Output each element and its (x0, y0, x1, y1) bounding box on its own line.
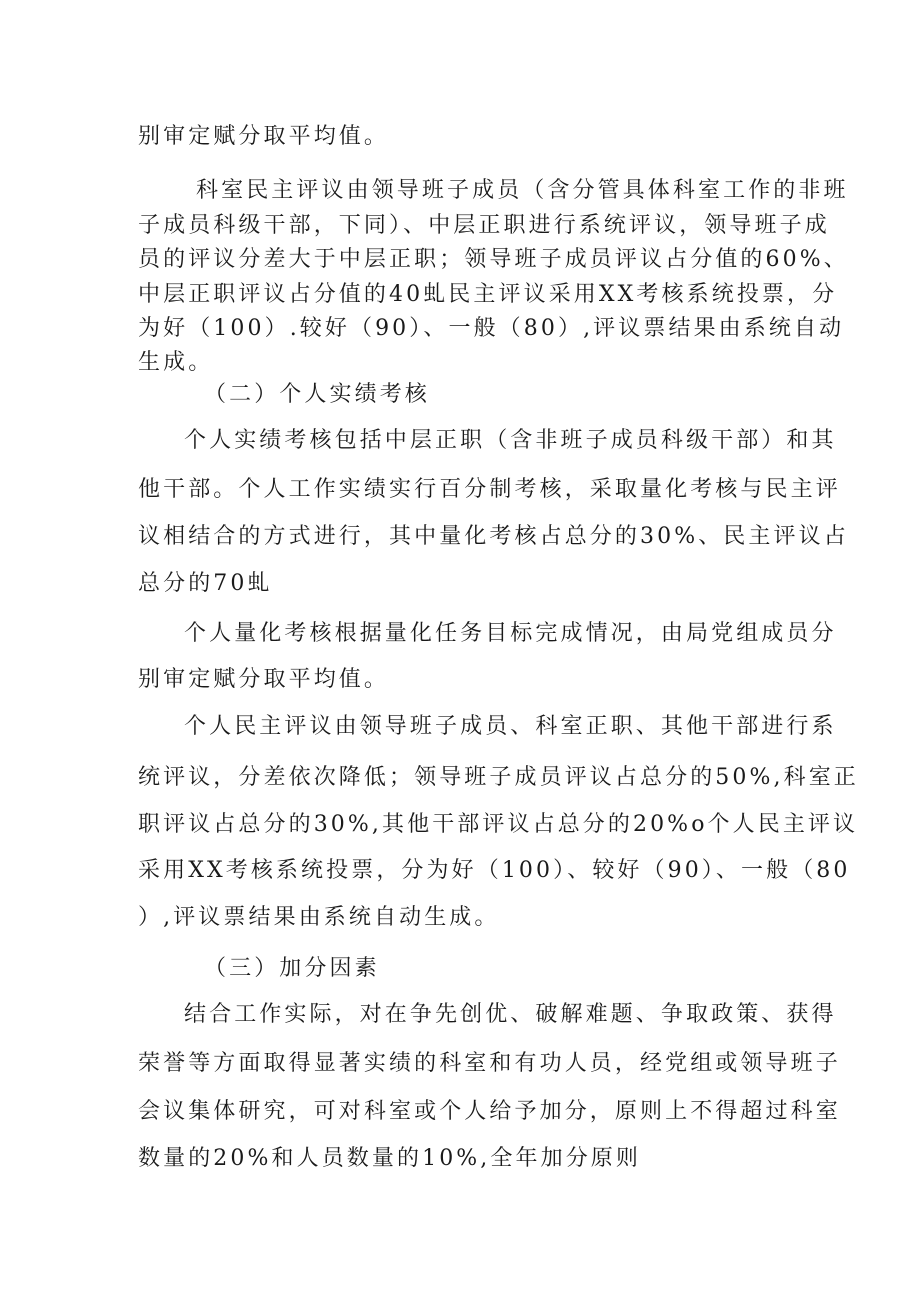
text-line: 采用XX考核系统投票，分为好（100）、较好（90）、一般（80 (138, 858, 851, 883)
text-line: ）,评议票结果由系统自动生成。 (138, 905, 500, 930)
text-line: 为好（100）.较好（90）、一般（80）,评议票结果由系统自动 (138, 316, 845, 341)
text-line: 中层正职评议占分值的40虬民主评议采用XX考核系统投票，分 (138, 282, 838, 307)
text-line: 会议集体研究，可对科室或个人给予加分，原则上不得超过科室 (138, 1099, 841, 1124)
text-line: 他干部。个人工作实绩实行百分制考核，采取量化考核与民主评 (138, 477, 841, 502)
paragraph-first-line: 个人实绩考核包括中层正职（含非班子成员科级干部）和其 (184, 428, 837, 453)
text-line: 别审定赋分取平均值。 (138, 124, 390, 149)
text-line: 生成。 (138, 350, 214, 375)
text-line: 统评议，分差依次降低；领导班子成员评议占总分的50%,科室正 (138, 765, 859, 790)
text-line: 荣誉等方面取得显著实绩的科室和有功人员，经党组或领导班子 (138, 1051, 841, 1076)
section-heading: （三）加分因素 (204, 956, 380, 981)
text-line: 别审定赋分取平均值。 (138, 667, 390, 692)
paragraph-first-line: 结合工作实际，对在争先创优、破解难题、争取政策、获得 (184, 1002, 837, 1027)
text-line: 总分的70虬 (138, 571, 273, 596)
text-line: 职评议占总分的30%,其他干部评议占总分的20%o个人民主评议 (138, 812, 859, 837)
paragraph-first-line: 个人量化考核根据量化任务目标完成情况，由局党组成员分 (184, 621, 837, 646)
text-line: 数量的20%和人员数量的10%,全年加分原则 (138, 1146, 641, 1171)
text-line: 子成员科级干部，下同）、中层正职进行系统评议，领导班子成 (138, 213, 830, 238)
paragraph-first-line: 个人民主评议由领导班子成员、科室正职、其他干部进行系 (184, 714, 837, 739)
section-heading: （二）个人实绩考核 (204, 382, 430, 407)
paragraph-first-line: 科室民主评议由领导班子成员（含分管具体科室工作的非班 (196, 178, 849, 203)
text-line: 员的评议分差大于中层正职；领导班子成员评议占分值的60%、 (138, 247, 849, 272)
text-line: 议相结合的方式进行，其中量化考核占总分的30%、民主评议占 (138, 524, 849, 549)
